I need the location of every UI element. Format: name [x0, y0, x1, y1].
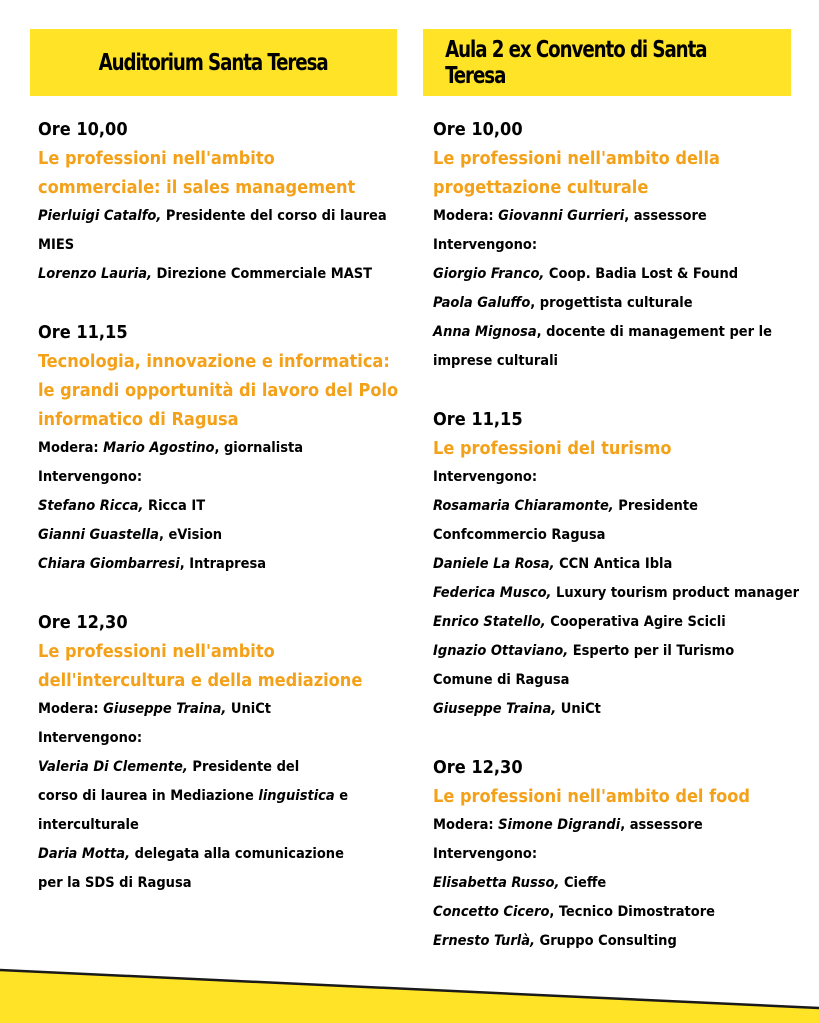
speaker-role: MIES: [38, 237, 75, 253]
speaker-role: , assessore: [620, 817, 703, 833]
speaker-role: Intervengono:: [38, 730, 143, 746]
speaker-name: Gianni Guastella: [38, 527, 159, 543]
speaker-line: [433, 608, 813, 637]
session-time: Ore 11,15: [433, 409, 523, 430]
speaker-name: Lorenzo Lauria,: [38, 266, 153, 282]
speaker-line: [433, 869, 813, 898]
speaker-role: Presidente del corso di laurea: [161, 208, 387, 224]
speaker-role: UniCt: [556, 701, 601, 717]
speaker-name: Elisabetta Russo,: [433, 875, 560, 891]
speaker-line: [433, 492, 813, 521]
session-time: Ore 12,30: [433, 757, 523, 778]
speaker-name: Mario Agostino: [103, 440, 215, 456]
speaker-role: , docente di management per le: [536, 324, 772, 340]
speaker-line: [38, 550, 403, 579]
speaker-role: Cooperativa Agire Scicli: [545, 614, 726, 630]
speaker-line: [38, 811, 403, 840]
speaker-line: [38, 434, 403, 463]
session-block: [433, 754, 813, 956]
right-column-header: [423, 29, 791, 96]
speaker-line: [433, 318, 813, 347]
speaker-role: Direzione Commerciale MAST: [152, 266, 373, 282]
speaker-name: Simone Digrandi: [498, 817, 621, 833]
speaker-role: Intervengono:: [433, 469, 538, 485]
left-column: [38, 116, 403, 928]
session-title-line: Le professioni del turismo: [433, 438, 672, 459]
session-block: [38, 319, 403, 579]
speaker-role: Presidente: [613, 498, 698, 514]
speaker-role: Presidente del: [187, 759, 300, 775]
speaker-line: [433, 637, 813, 666]
session-title-line: informatico di Ragusa: [38, 409, 239, 430]
speaker-line: [38, 782, 403, 811]
speaker-line: [433, 202, 813, 231]
speaker-name: Valeria Di Clemente,: [38, 759, 188, 775]
speaker-name: Concetto Cicero: [433, 904, 550, 920]
session-title-line: Tecnologia, innovazione e informatica:: [38, 351, 390, 372]
session-title-line: le grandi opportunità di lavoro del Polo: [38, 380, 399, 401]
speaker-role: , eVision: [158, 527, 223, 543]
speaker-line: [38, 260, 403, 289]
role-label: Modera:: [433, 208, 499, 224]
session-title-line: Le professioni nell'ambito della: [433, 148, 720, 169]
speaker-line: [433, 666, 813, 695]
speaker-name: Daria Motta,: [38, 846, 131, 862]
speaker-line: [433, 840, 813, 869]
session-time: Ore 10,00: [38, 119, 128, 140]
speaker-line: [433, 927, 813, 956]
session-time: Ore 10,00: [433, 119, 523, 140]
speaker-role: CCN Antica Ibla: [554, 556, 673, 572]
speaker-line: [433, 260, 813, 289]
speaker-name: Enrico Statello,: [433, 614, 546, 630]
speaker-line: [38, 840, 403, 869]
speaker-line: [433, 550, 813, 579]
speaker-line: [38, 492, 403, 521]
speaker-name: Chiara Giombarresi: [38, 556, 180, 572]
speaker-line: [433, 231, 813, 260]
italic-term: linguistica: [258, 788, 335, 804]
speaker-name: Giuseppe Traina,: [103, 701, 227, 717]
speaker-line: [433, 463, 813, 492]
left-column-header: [30, 29, 397, 96]
speaker-role: Ricca IT: [143, 498, 206, 514]
session-time: Ore 11,15: [38, 322, 128, 343]
speaker-name: Giovanni Gurrieri: [498, 208, 625, 224]
speaker-name: Pierluigi Catalfo,: [38, 208, 162, 224]
speaker-line: [38, 695, 403, 724]
speaker-role: UniCt: [226, 701, 272, 717]
speaker-line: [38, 202, 403, 231]
bottom-decoration-band: [0, 963, 819, 1023]
speaker-name: Rosamaria Chiaramonte,: [433, 498, 614, 514]
speaker-role: interculturale: [38, 817, 139, 833]
speaker-name: Giuseppe Traina,: [433, 701, 557, 717]
speaker-role: Coop. Badia Lost & Found: [544, 266, 739, 282]
speaker-line: [433, 898, 813, 927]
session-title-line: dell'intercultura e della mediazione: [38, 670, 363, 691]
speaker-role: Intervengono:: [38, 469, 143, 485]
session-title-line: progettazione culturale: [433, 177, 649, 198]
speaker-line: [38, 724, 403, 753]
speaker-role: Luxury tourism product manager: [551, 585, 800, 601]
right-column: [433, 116, 813, 986]
speaker-role: , Intrapresa: [179, 556, 267, 572]
speaker-line: [433, 695, 813, 724]
speaker-name: Paola Galuffo: [433, 295, 531, 311]
yellow-band: [0, 970, 819, 1023]
speaker-role: Esperto per il Turismo: [568, 643, 735, 659]
session-block: [433, 406, 813, 724]
speaker-name: Giorgio Franco,: [433, 266, 545, 282]
role-label: Modera:: [38, 701, 104, 717]
speaker-name: Daniele La Rosa,: [433, 556, 555, 572]
speaker-line: [38, 753, 403, 782]
speaker-name: Federica Musco,: [433, 585, 552, 601]
session-title-line: Le professioni nell'ambito: [38, 148, 275, 169]
speaker-role: imprese culturali: [433, 353, 559, 369]
speaker-role: , progettista culturale: [530, 295, 693, 311]
speaker-line: [433, 811, 813, 840]
speaker-name: Anna Mignosa: [433, 324, 537, 340]
speaker-role: Gruppo Consulting: [534, 933, 677, 949]
speaker-role: Intervengono:: [433, 237, 538, 253]
speaker-line: [433, 579, 813, 608]
speaker-role: , giornalista: [214, 440, 303, 456]
speaker-role: , Tecnico Dimostratore: [549, 904, 716, 920]
speaker-role: , assessore: [624, 208, 707, 224]
session-block: [38, 609, 403, 898]
speaker-role-tail: e: [334, 788, 349, 804]
session-block: [38, 116, 403, 289]
speaker-name: Ernesto Turlà,: [433, 933, 535, 949]
session-block: [433, 116, 813, 376]
speaker-line: [38, 521, 403, 550]
speaker-role: Cieffe: [559, 875, 607, 891]
session-title-line: commerciale: il sales management: [38, 177, 356, 198]
speaker-line: [433, 347, 813, 376]
speaker-line: [38, 231, 403, 260]
role-label: Modera:: [433, 817, 499, 833]
speaker-role: delegata alla comunicazione: [130, 846, 344, 862]
session-title-line: Le professioni nell'ambito: [38, 641, 275, 662]
speaker-role: Confcommercio Ragusa: [433, 527, 606, 543]
speaker-role: per la SDS di Ragusa: [38, 875, 192, 891]
speaker-name: Stefano Ricca,: [38, 498, 144, 514]
speaker-role: corso di laurea in Mediazione: [38, 788, 259, 804]
session-time: Ore 12,30: [38, 612, 128, 633]
speaker-role: Intervengono:: [433, 846, 538, 862]
speaker-line: [433, 289, 813, 318]
role-label: Modera:: [38, 440, 104, 456]
speaker-line: [433, 521, 813, 550]
speaker-line: [38, 463, 403, 492]
left-header-text: Auditorium Santa Teresa: [98, 49, 328, 76]
session-title-line: Le professioni nell'ambito del food: [433, 786, 750, 807]
speaker-name: Ignazio Ottaviano,: [433, 643, 569, 659]
right-header-text: Aula 2 ex Convento di Santa Teresa: [445, 36, 707, 89]
speaker-role: Comune di Ragusa: [433, 672, 570, 688]
speaker-line: [38, 869, 403, 898]
